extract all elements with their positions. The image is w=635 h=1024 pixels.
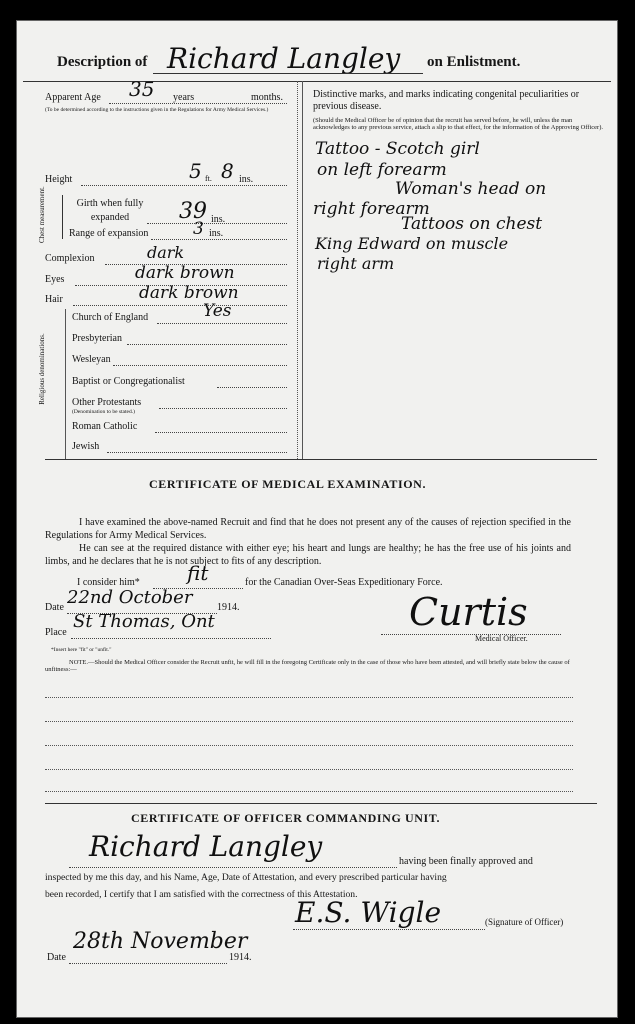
column-divider-dotted <box>297 81 298 459</box>
medical-date-label: Date <box>45 602 64 613</box>
officer-date-label: Date <box>47 952 66 963</box>
officer-recruit-name: Richard Langley <box>89 830 323 863</box>
officer-certificate-heading: CERTIFICATE OF OFFICER COMMANDING UNIT. <box>131 811 441 825</box>
religion-church-of-england-value: Yes <box>203 301 232 321</box>
consider-prefix: I consider him* <box>77 577 140 588</box>
expansion-unit: ins. <box>209 228 224 239</box>
officer-line-2: inspected by me this day, and his Name, Age, Date of Attestation, and every prescribed particular having <box>45 872 447 883</box>
officer-date-value: 28th November <box>73 929 248 954</box>
section-rule-1 <box>45 459 597 460</box>
age-value: 35 <box>129 77 155 101</box>
girth-value: 39 <box>179 199 207 224</box>
eyes-value: dark brown <box>135 263 235 283</box>
hair-label: Hair <box>45 294 63 305</box>
height-label: Height <box>45 174 73 185</box>
unfitness-note: NOTE.—Should the Medical Officer consider the Recruit unfit, he will fill in the foregoing Certificate only in the case of those who have been attested, and will briefly state below the cause of unfitness:— <box>45 659 570 674</box>
header-rule <box>23 81 611 82</box>
height-inches-unit: ins. <box>239 174 254 185</box>
girth-label: Girth when fully expanded <box>76 198 144 223</box>
religion-baptist: Baptist or Congregationalist <box>72 376 185 387</box>
marks-note: (Should the Medical Officer be of opinion that the recruit has served before, he will, unless the man acknowledges to any previous service, attach a slip to that effect, for the information of the Approving Officer). <box>313 117 603 132</box>
marks-line-6: King Edward on muscle <box>315 234 509 253</box>
feet-unit: ft. <box>205 174 212 183</box>
age-unit-years: years <box>173 92 195 103</box>
age-label: Apparent Age <box>45 92 101 103</box>
marks-line-1: Tattoo - Scotch girl <box>315 139 480 159</box>
enlistment-form-sheet <box>16 20 618 1018</box>
age-unit-months: months. <box>251 92 283 103</box>
religion-roman-catholic: Roman Catholic <box>72 421 138 432</box>
medical-certificate-heading: CERTIFICATE OF MEDICAL EXAMINATION. <box>149 477 427 491</box>
title-prefix: Description of <box>57 54 148 70</box>
religion-jewish: Jewish <box>72 441 100 452</box>
insert-note: *Insert here "fit" or "unfit." <box>51 647 112 653</box>
medical-paragraph-1: I have examined the above-named Recruit and find that he does not present any of the causes of rejection specified in the Regulations for Army Medical Services. <box>45 517 571 541</box>
marks-line-4: right forearm <box>313 199 430 219</box>
medical-date-value: 22nd October <box>67 587 193 608</box>
religion-presbyterian: Presbyterian <box>72 333 122 344</box>
medical-paragraph-2: He can see at the required distance with either eye; his heart and lungs are healthy; he has the free use of his joints and limbs, and he declares that he is not subject to fits of any description. <box>45 543 571 567</box>
marks-line-5: Tattoos on chest <box>401 214 543 234</box>
marks-line-7: right arm <box>317 254 395 273</box>
medical-officer-signature: Curtis <box>409 590 528 634</box>
girth-unit: ins. <box>211 214 226 225</box>
unfitness-line-5[interactable] <box>45 791 573 792</box>
officer-line-3: been recorded, I certify that I am satisfied with the correctness of this Attestation. <box>45 889 358 900</box>
hair-value: dark brown <box>139 283 239 303</box>
unfitness-line-2[interactable] <box>45 721 573 722</box>
title-suffix: on Enlistment. <box>427 54 521 70</box>
religion-wesleyan: Wesleyan <box>72 354 111 365</box>
officer-line-1-suffix: having been finally approved and <box>399 856 533 867</box>
medical-officer-title: Medical Officer. <box>475 634 528 643</box>
consider-value: fit <box>187 561 209 585</box>
medical-year: 1914. <box>217 602 240 613</box>
unfitness-line-4[interactable] <box>45 769 573 770</box>
marks-line-3: Woman's head on <box>395 179 547 199</box>
marks-heading: Distinctive marks, and marks indicating congenital peculiarities or previous disease. <box>313 89 580 112</box>
section-rule-2 <box>45 803 597 804</box>
religion-section-label: Religious denominations. <box>38 333 46 405</box>
officer-year: 1914. <box>229 952 252 963</box>
officer-signature-label: (Signature of Officer) <box>485 917 564 927</box>
name-line <box>153 73 423 74</box>
expansion-value: 3 <box>193 219 204 239</box>
height-inches-value: 8 <box>221 159 234 183</box>
eyes-label: Eyes <box>45 274 65 285</box>
medical-place-label: Place <box>45 627 67 638</box>
religion-other-protestants: Other Protestants <box>72 397 142 408</box>
age-note: (To be determined according to the instructions given in the Regulations for Army Medical Services.) <box>45 107 269 113</box>
marks-line-2: on left forearm <box>317 160 447 180</box>
recruit-name: Richard Langley <box>167 42 401 75</box>
expansion-label: Range of expansion <box>69 228 149 239</box>
complexion-label: Complexion <box>45 253 95 264</box>
complexion-value: dark <box>147 243 185 262</box>
chest-label: Chest measurement. <box>38 186 46 243</box>
religion-other-note: (Denomination to be stated.) <box>72 409 135 415</box>
religion-church-of-england: Church of England <box>72 312 149 323</box>
commanding-officer-signature: E.S. Wigle <box>295 896 442 929</box>
height-feet-value: 5 <box>189 159 202 183</box>
unfitness-line-1[interactable] <box>45 697 573 698</box>
consider-suffix: for the Canadian Over-Seas Expeditionary Force. <box>245 577 443 588</box>
column-divider <box>302 81 303 459</box>
medical-place-value: St Thomas, Ont <box>73 611 215 632</box>
unfitness-line-3[interactable] <box>45 745 573 746</box>
